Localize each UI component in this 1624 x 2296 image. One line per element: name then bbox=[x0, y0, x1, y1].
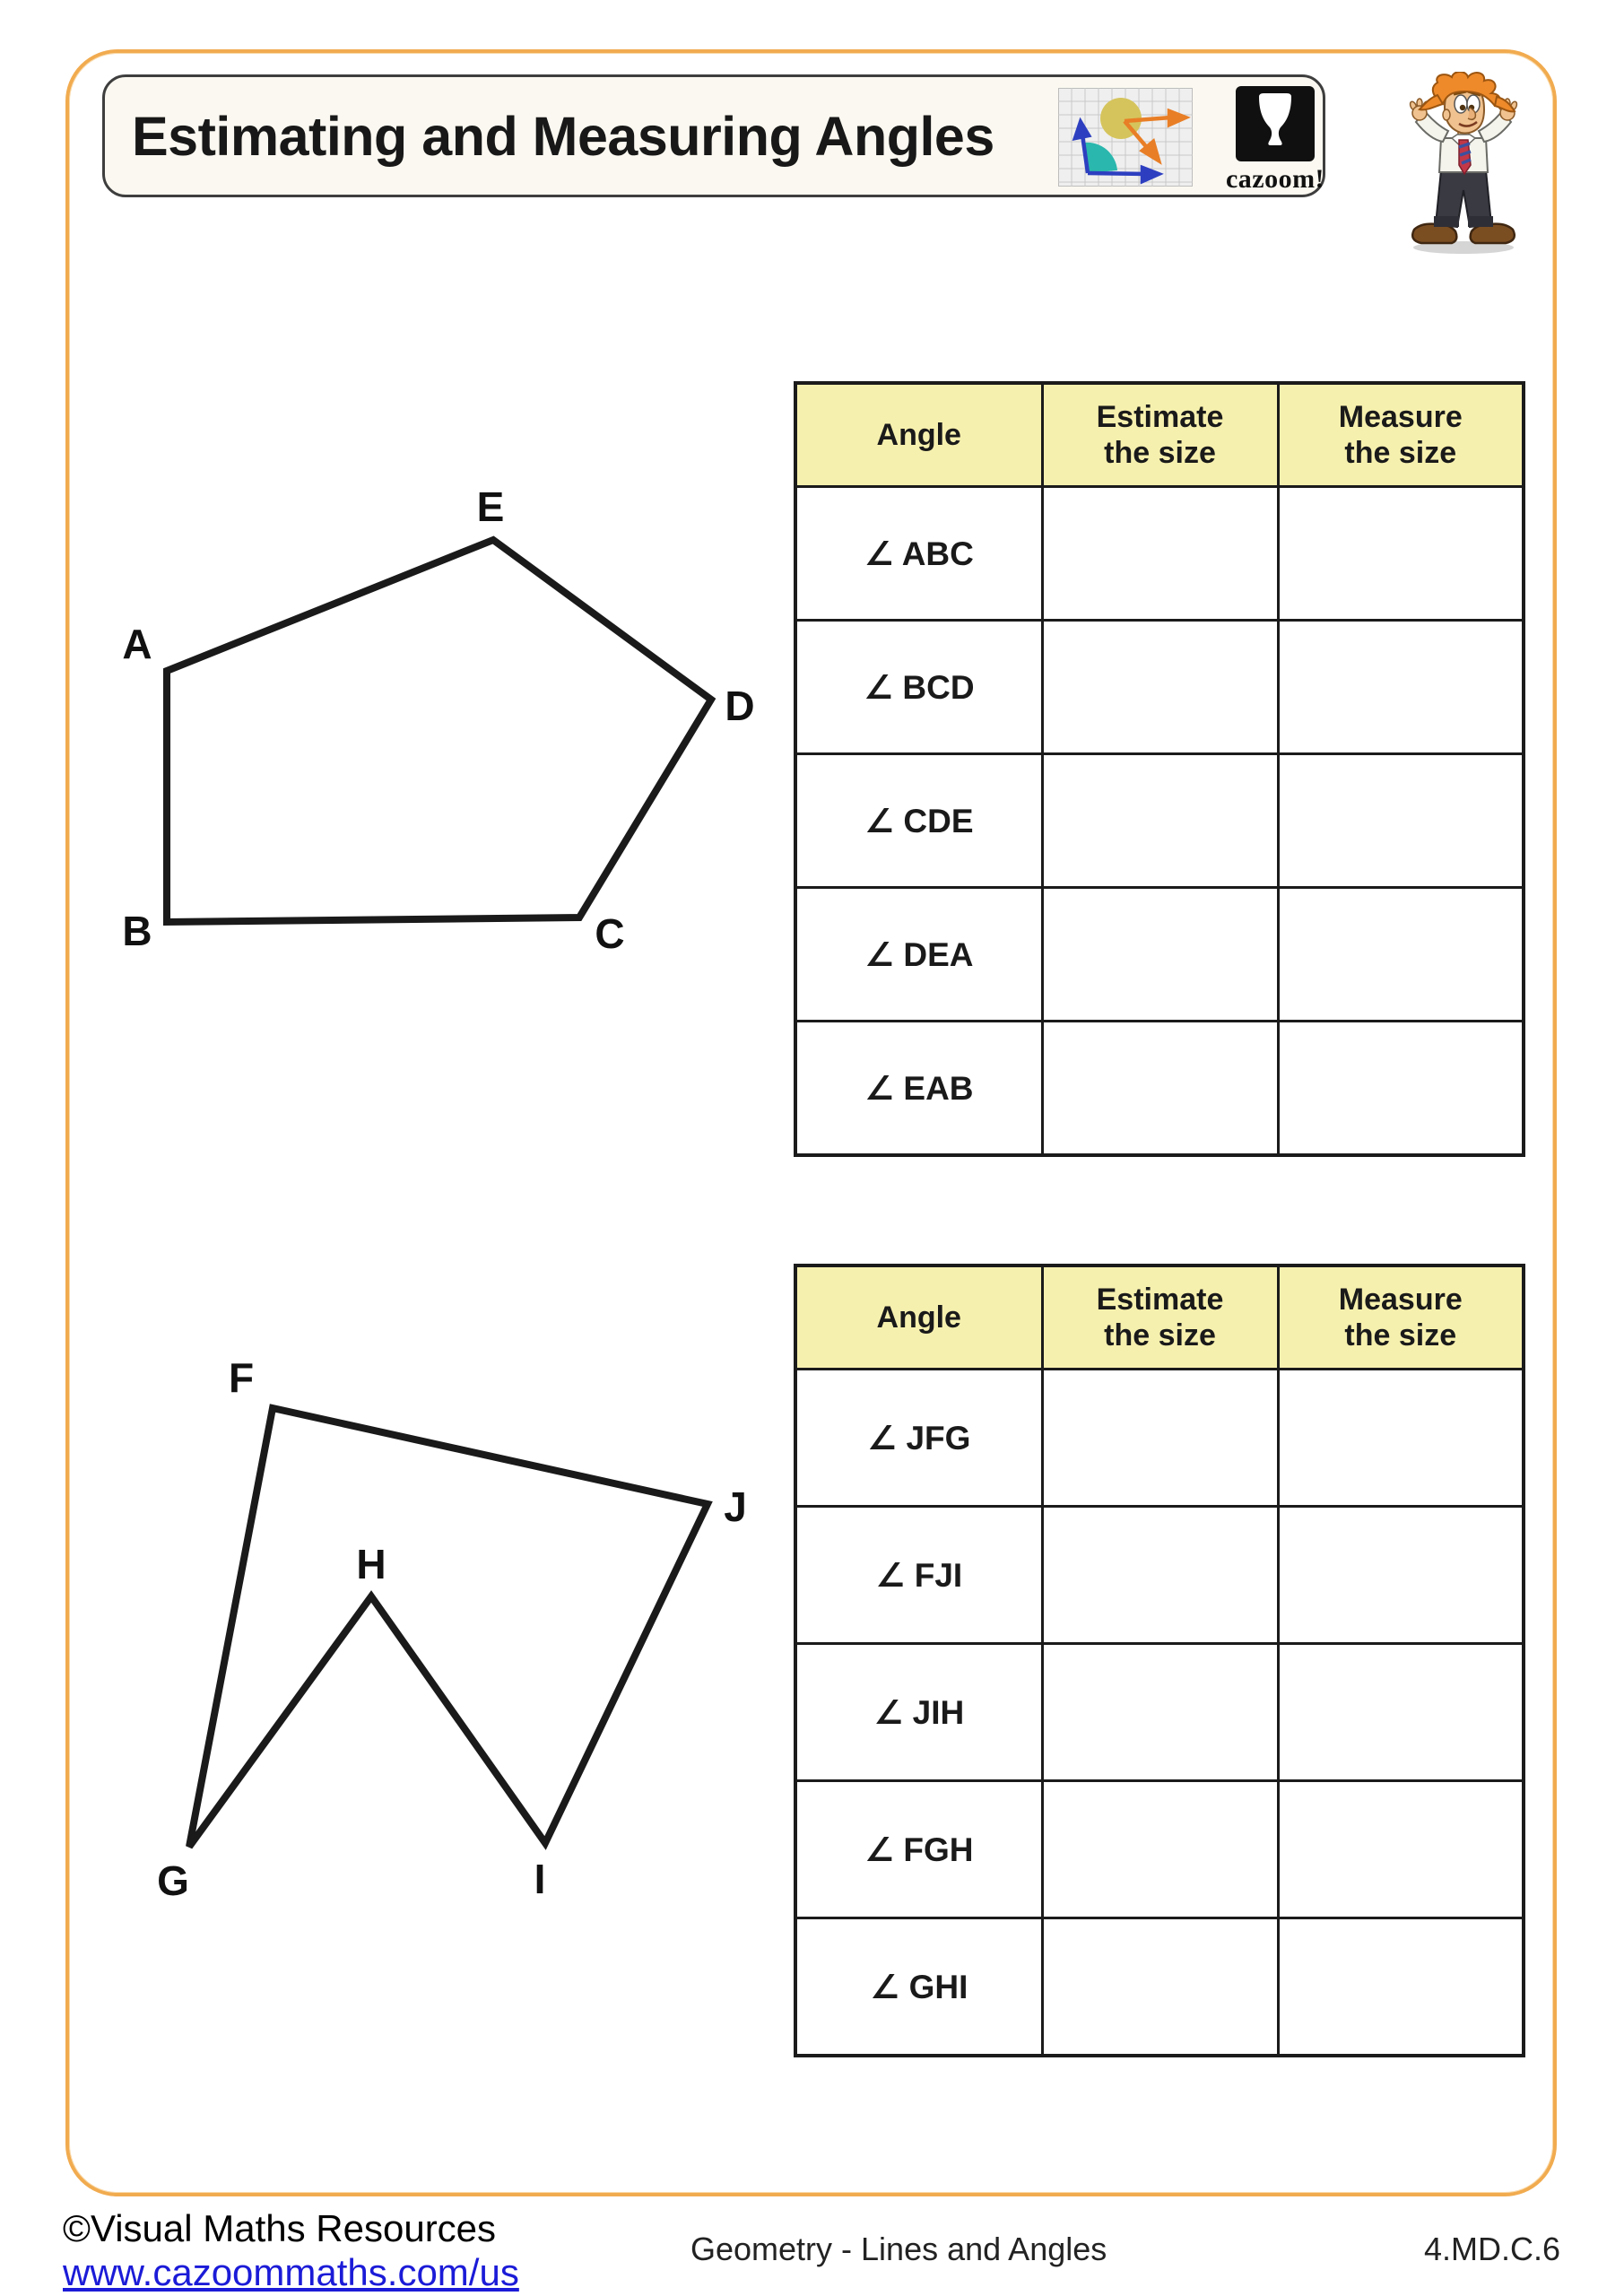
table-row bbox=[795, 888, 1524, 1022]
measure-cell bbox=[1278, 487, 1524, 621]
estimate-cell bbox=[1042, 621, 1278, 754]
cartoon-teacher-mascot bbox=[1402, 72, 1525, 256]
pupil-left bbox=[1460, 105, 1465, 110]
cazoom-logo bbox=[1212, 86, 1338, 195]
angle-label: ∠ ABC bbox=[795, 487, 1042, 621]
measure-cell bbox=[1278, 754, 1524, 888]
pentagon-ABCDE bbox=[167, 540, 711, 922]
col-header-estimate: Estimate the size bbox=[1042, 383, 1278, 487]
vertex-label-G: G bbox=[157, 1857, 189, 1904]
angles-graph-icon bbox=[1058, 88, 1193, 187]
mascot-shoes bbox=[1412, 224, 1515, 243]
angle-label: ∠ BCD bbox=[795, 621, 1042, 754]
col-header-measure: Measure the size bbox=[1278, 383, 1524, 487]
table-row bbox=[795, 621, 1524, 754]
table-row bbox=[795, 1370, 1524, 1507]
measure-cell bbox=[1278, 1781, 1524, 1918]
measure-cell bbox=[1278, 1918, 1524, 2057]
vertex-label-I: I bbox=[534, 1856, 546, 1902]
cazoom-goblet-icon bbox=[1236, 86, 1315, 161]
estimate-cell bbox=[1042, 487, 1278, 621]
pentagon-ABCDE-diagram bbox=[99, 475, 780, 978]
table-row bbox=[795, 754, 1524, 888]
footer-topic: Geometry - Lines and Angles bbox=[690, 2231, 1107, 2267]
table-header-row bbox=[795, 1265, 1524, 1370]
footer-url-link[interactable]: www.cazoommaths.com/us bbox=[63, 2251, 519, 2293]
angle-label: ∠ CDE bbox=[795, 754, 1042, 888]
vertex-label-J: J bbox=[724, 1483, 747, 1530]
footer-left bbox=[63, 2206, 519, 2294]
estimate-cell bbox=[1042, 1507, 1278, 1644]
polygon-FGHIJ bbox=[189, 1408, 708, 1847]
measure-cell bbox=[1278, 1022, 1524, 1156]
measure-cell bbox=[1278, 621, 1524, 754]
estimate-cell bbox=[1042, 1370, 1278, 1507]
cazoom-logo-text: cazoom! bbox=[1225, 164, 1325, 194]
measure-cell bbox=[1278, 888, 1524, 1022]
estimate-cell bbox=[1042, 1644, 1278, 1781]
table-header-row bbox=[795, 383, 1524, 487]
page-title: Estimating and Measuring Angles bbox=[132, 105, 994, 167]
table-row bbox=[795, 487, 1524, 621]
footer-copyright: ©Visual Maths Resources bbox=[63, 2207, 497, 2249]
table-row bbox=[795, 1781, 1524, 1918]
vertex-label-B: B bbox=[122, 908, 152, 954]
polygon-FGHIJ-diagram bbox=[99, 1300, 780, 1928]
pant-cuff-right bbox=[1468, 216, 1493, 227]
angles-table-2 bbox=[794, 1264, 1525, 2057]
col-header-angle: Angle bbox=[795, 1265, 1042, 1370]
measure-cell bbox=[1278, 1507, 1524, 1644]
vertex-label-C: C bbox=[595, 910, 625, 957]
vertex-label-A: A bbox=[122, 621, 152, 667]
col-header-angle: Angle bbox=[795, 383, 1042, 487]
angle-label: ∠ JFG bbox=[795, 1370, 1042, 1507]
estimate-cell bbox=[1042, 1022, 1278, 1156]
estimate-cell bbox=[1042, 888, 1278, 1022]
estimate-cell bbox=[1042, 1918, 1278, 2057]
footer-standard-code: 4.MD.C.6 bbox=[1423, 2231, 1560, 2267]
angle-label: ∠ FGH bbox=[795, 1781, 1042, 1918]
col-header-estimate: Estimate the size bbox=[1042, 1265, 1278, 1370]
estimate-cell bbox=[1042, 1781, 1278, 1918]
table-row bbox=[795, 1644, 1524, 1781]
angle-label: ∠ JIH bbox=[795, 1644, 1042, 1781]
measure-cell bbox=[1278, 1644, 1524, 1781]
table-row bbox=[795, 1918, 1524, 2057]
pant-cuff-left bbox=[1434, 216, 1459, 227]
mascot-ear bbox=[1443, 109, 1450, 120]
estimate-cell bbox=[1042, 754, 1278, 888]
angle-label: ∠ FJI bbox=[795, 1507, 1042, 1644]
vertex-label-H: H bbox=[356, 1541, 386, 1587]
vertex-label-E: E bbox=[476, 483, 505, 530]
angle-label: ∠ DEA bbox=[795, 888, 1042, 1022]
mascot-eye-left bbox=[1455, 95, 1467, 113]
vertex-label-F: F bbox=[228, 1354, 255, 1401]
table-row bbox=[795, 1507, 1524, 1644]
vertex-label-D: D bbox=[725, 683, 755, 729]
table-row bbox=[795, 1022, 1524, 1156]
measure-cell bbox=[1278, 1370, 1524, 1507]
col-header-measure: Measure the size bbox=[1278, 1265, 1524, 1370]
angle-label: ∠ EAB bbox=[795, 1022, 1042, 1156]
angles-table-1 bbox=[794, 381, 1525, 1157]
angle-label: ∠ GHI bbox=[795, 1918, 1042, 2057]
